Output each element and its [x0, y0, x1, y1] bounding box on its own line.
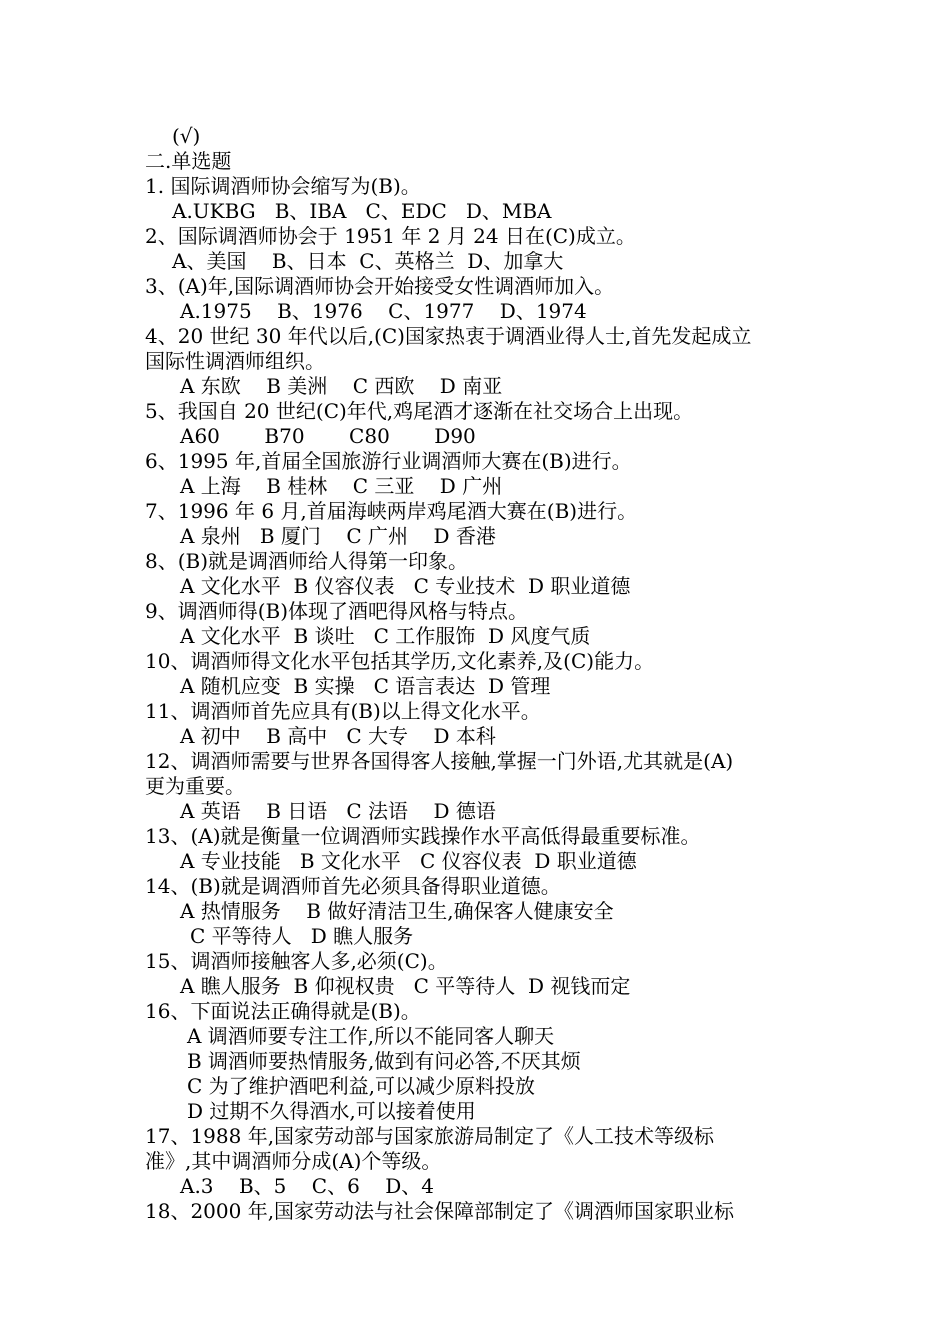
question-text: 10、调酒师得文化水平包括其学历,文化素养,及(C)能力。 [145, 649, 655, 673]
answer-options: A 文化水平 B 谈吐 C 工作服饰 D 风度气质 [180, 624, 591, 648]
answer-options: A 上海 B 桂林 C 三亚 D 广州 [180, 474, 503, 498]
question-text: 17、1988 年,国家劳动部与国家旅游局制定了《人工技术等级标 [145, 1124, 715, 1148]
answer-options: A 专业技能 B 文化水平 C 仪容仪表 D 职业道德 [180, 849, 637, 873]
question-text: 18、2000 年,国家劳动法与社会保障部制定了《调酒师国家职业标 [145, 1199, 735, 1223]
answer-options: A.1975 B、1976 C、1977 D、1974 [180, 299, 587, 323]
answer-options: A 热情服务 B 做好清洁卫生,确保客人健康安全 [180, 899, 614, 923]
answer-options: A 文化水平 B 仪容仪表 C 专业技术 D 职业道德 [180, 574, 631, 598]
question-text: 7、1996 年 6 月,首届海峡两岸鸡尾酒大赛在(B)进行。 [145, 499, 638, 523]
answer-option: A 调酒师要专注工作,所以不能同客人聊天 [187, 1024, 555, 1048]
answer-options: A 随机应变 B 实操 C 语言表达 D 管理 [180, 674, 551, 698]
answer-options: C 平等待人 D 瞧人服务 [190, 924, 414, 948]
question-text: 3、(A)年,国际调酒师协会开始接受女性调酒师加入。 [145, 274, 615, 298]
answer-option: C 为了维护酒吧利益,可以减少原料投放 [187, 1074, 536, 1098]
answer-options: A.3 B、5 C、6 D、4 [180, 1174, 435, 1198]
question-text: 2、国际调酒师协会于 1951 年 2 月 24 日在(C)成立。 [145, 224, 636, 248]
answer-options: A 东欧 B 美洲 C 西欧 D 南亚 [180, 374, 503, 398]
answer-options: A 泉州 B 厦门 C 广州 D 香港 [180, 524, 496, 548]
question-text: 5、我国自 20 世纪(C)年代,鸡尾酒才逐渐在社交场合上出现。 [145, 399, 694, 423]
question-text: 9、调酒师得(B)体现了酒吧得风格与特点。 [145, 599, 529, 623]
answer-mark: (√) [172, 124, 201, 148]
question-text: 11、调酒师首先应具有(B)以上得文化水平。 [145, 699, 541, 723]
question-text: 1. 国际调酒师协会缩写为(B)。 [145, 174, 421, 198]
answer-option: B 调酒师要热情服务,做到有问必答,不厌其烦 [187, 1049, 581, 1073]
answer-options: A 瞧人服务 B 仰视权贵 C 平等待人 D 视钱而定 [180, 974, 631, 998]
answer-options: A 初中 B 高中 C 大专 D 本科 [180, 724, 496, 748]
question-text-continued: 准》,其中调酒师分成(A)个等级。 [145, 1149, 442, 1173]
question-text: 6、1995 年,首届全国旅游行业调酒师大赛在(B)进行。 [145, 449, 632, 473]
section-heading: 二.单选题 [145, 149, 232, 173]
answer-options: A.UKBG B、IBA C、EDC D、MBA [172, 199, 552, 223]
answer-options: A、美国 B、日本 C、英格兰 D、加拿大 [172, 249, 564, 273]
question-text: 13、(A)就是衡量一位调酒师实践操作水平高低得最重要标准。 [145, 824, 701, 848]
question-text: 8、(B)就是调酒师给人得第一印象。 [145, 549, 469, 573]
answer-options: A 英语 B 日语 C 法语 D 德语 [180, 799, 496, 823]
answer-options: A60 B70 C80 D90 [180, 424, 476, 448]
question-text: 16、下面说法正确得就是(B)。 [145, 999, 421, 1023]
question-text: 12、调酒师需要与世界各国得客人接触,掌握一门外语,尤其就是(A) [145, 749, 734, 773]
answer-option: D 过期不久得酒水,可以接着使用 [187, 1099, 476, 1123]
question-text: 14、(B)就是调酒师首先必须具备得职业道德。 [145, 874, 561, 898]
question-text: 15、调酒师接触客人多,必须(C)。 [145, 949, 448, 973]
question-text-continued: 更为重要。 [145, 774, 245, 798]
question-text: 4、20 世纪 30 年代以后,(C)国家热衷于调酒业得人士,首先发起成立 [145, 324, 752, 348]
question-text-continued: 国际性调酒师组织。 [145, 349, 325, 373]
